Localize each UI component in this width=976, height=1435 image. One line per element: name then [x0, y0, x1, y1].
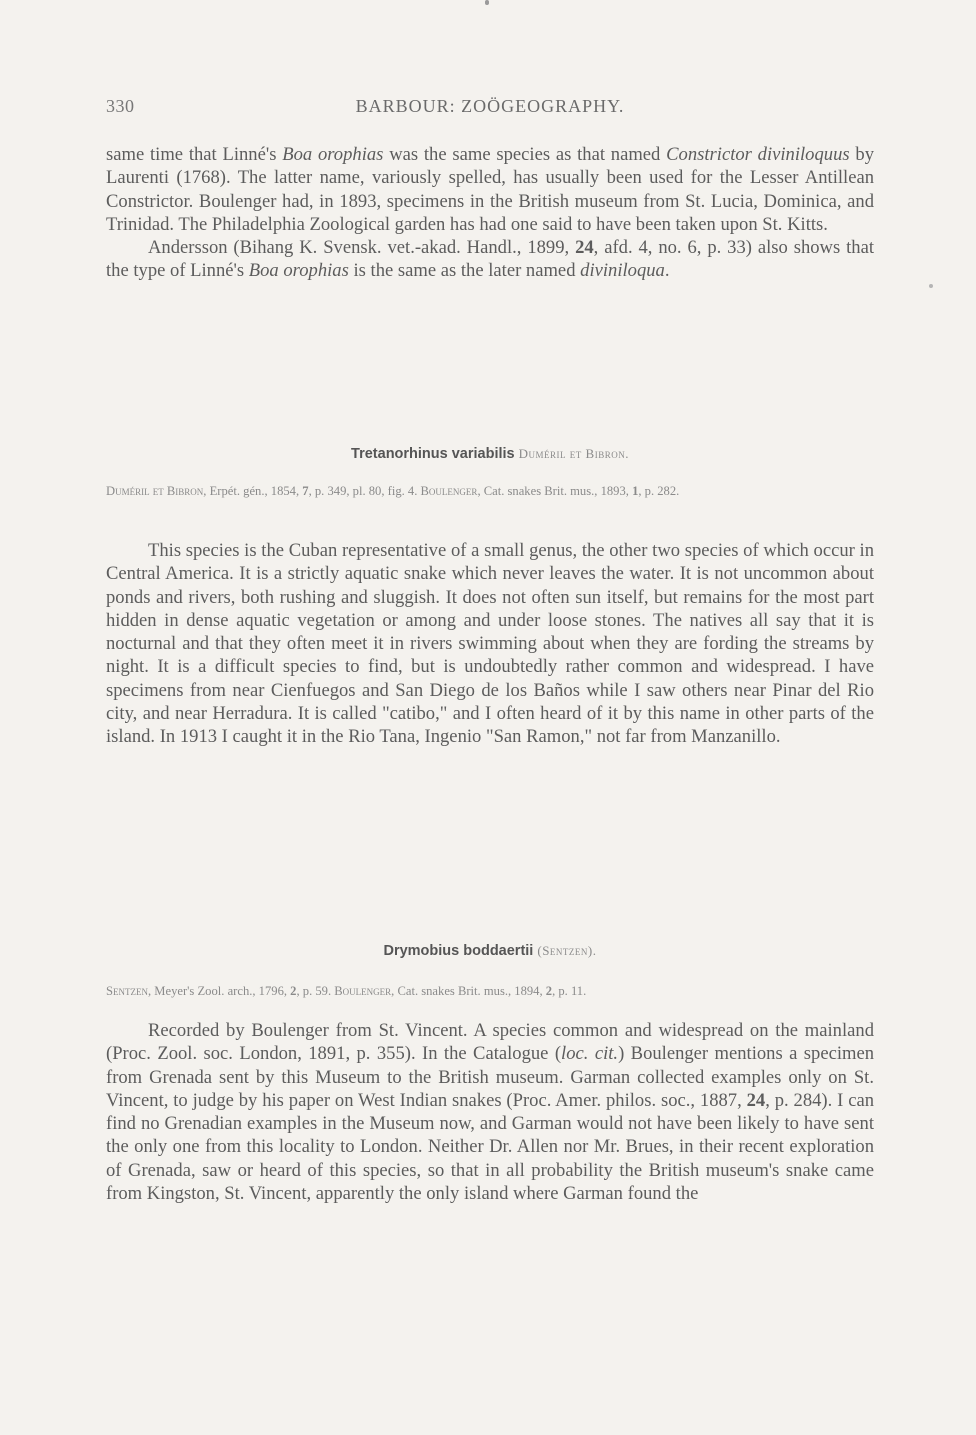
scan-mark	[929, 284, 933, 288]
paragraph: same time that Linné's Boa orophias was the same species as that named Constrictor diviniloquus by Laurenti (1768). The latter name, variously spelled, has usually been used for the Lesser Antillean Constrictor. Boulenger had, in 1893, specimens in the British museum from St. Lucia, Dominica, and Trinidad. The Philadelphia Zoological garden has had one said to have been taken upon St. Kitts.	[106, 144, 874, 235]
scan-mark	[485, 0, 489, 5]
paragraph: Andersson (Bihang K. Svensk. vet.-akad. Handl., 1899, 24, afd. 4, no. 6, p. 33) also shows that the type of Linné's Boa orophias is the same as the later named diviniloqua.	[106, 237, 874, 282]
synonymy: Duméril et Bibron, Erpét. gén., 1854, 7, p. 349, pl. 80, fig. 4. Boulenger, Cat. snakes Brit. mus., 1893, 1, p. 282.	[106, 484, 680, 498]
body-paragraphs-species1	[106, 539, 874, 749]
species-authority: Duméril et Bibron.	[518, 446, 629, 461]
paragraph: This species is the Cuban representative of a small genus, the other two species of which occur in Central America. It is a strictly aquatic snake which never leaves the water. It is not uncommon about ponds and rivers, both rushing and sluggish. It does not often sun itself, but remains for the most part hidden in dense aquatic vegetation or among and under loose stones. The natives all say that it is nocturnal and that they often meet it in rivers swimming about when they are fording the streams by night. It is a difficult species to find, but is undoubtedly rather common and widespread. I have specimens from near Cienfuegos and San Diego de los Baños while I saw others near Pinar del Rio city, and near Herradura. It is called "catibo," and I often heard of it by this name in other parts of the island. In 1913 I caught it in the Rio Tana, Ingenio "San Ramon," not far from Manzanillo.	[106, 540, 874, 748]
paragraph: Recorded by Boulenger from St. Vincent. A species common and widespread on the mainland (Proc. Zool. soc. London, 1891, p. 355). In the Catalogue (loc. cit.) Boulenger mentions a specimen from Grenada sent by this Museum to the British museum. Garman collected examples only on St. Vincent, to judge by his paper on West Indian snakes (Proc. Amer. philos. soc., 1887, 24, p. 284). I can find no Grenadian examples in the Museum now, and Garman would not have been likely to have sent the only one from this locality to London. Neither Dr. Allen nor Mr. Brues, in their recent exploration of Grenada, saw or heard of this species, so that in all probability the British museum's snake came from Kingston, St. Vincent, apparently the only island where Garman found the	[106, 1020, 875, 1205]
running-title: BARBOUR: ZOÖGEOGRAPHY.	[355, 96, 625, 116]
body-paragraphs-species2	[106, 1019, 874, 1205]
species-heading	[106, 446, 874, 462]
species-heading	[106, 943, 874, 959]
species-authority: (Sentzen).	[537, 943, 597, 958]
synonymy: Sentzen, Meyer's Zool. arch., 1796, 2, p. 59. Boulenger, Cat. snakes Brit. mus., 1894, 2, p. 11.	[106, 984, 587, 998]
body-paragraphs-intro	[106, 143, 874, 283]
page-header	[106, 96, 874, 122]
species-name: Drymobius boddaertii	[383, 943, 534, 959]
page-number: 330	[106, 96, 135, 116]
species-name: Tretanorhinus variabilis	[351, 446, 515, 462]
